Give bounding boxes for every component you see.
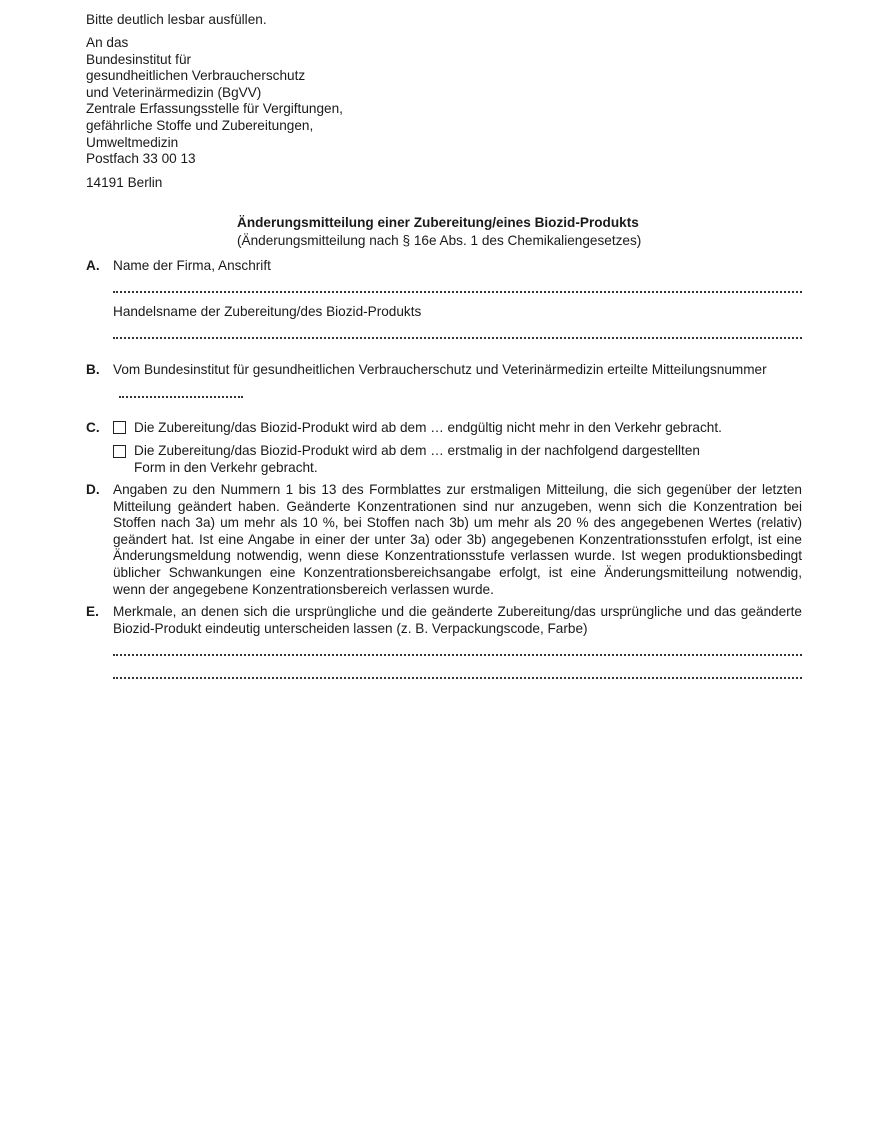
modified-form-label-line2: Form in den Verkehr gebracht.	[134, 460, 318, 475]
distinguishing-features-field-2[interactable]	[113, 674, 802, 679]
trade-name-label: Handelsname der Zubereitung/des Biozid-Produkts	[113, 304, 422, 319]
recipient-address	[86, 35, 343, 168]
modified-form-label-line1: Die Zubereitung/das Biozid-Produkt wird ab dem … erstmalig in der nachfolgend dargestellten	[134, 443, 700, 458]
form-subtitle: (Änderungsmitteilung nach § 16e Abs. 1 des Chemikaliengesetzes)	[237, 233, 642, 248]
notification-number-field[interactable]	[119, 393, 243, 398]
distinguishing-features-field-1[interactable]	[113, 651, 802, 656]
changes-instruction-text: Angaben zu den Nummern 1 bis 13 des Formblattes zur erstmaligen Mitteilung, die sich gegenüber der letzten Mitteilung geändert haben. Geänderte Konzentrationen sind nur anzugeben, wenn sich die Konzentration bei Stoffen nach 3a) um mehr als 10 %, bei Stoffen nach 3b) um mehr als 20 % des angegebenen Wertes (relativ) geändert hat. Ist eine Angabe in einer der unter 3a) oder 3b) angegebenen Konzentrationsstufen erfolgt, ist eine Änderungsmeldung notwendig, wenn diese Konzentrationsstufe verlassen wurde. Ist wegen produktionsbedingt üblicher Schwankungen eine Konzentrationsbereichsangabe erfolgt, ist eine Änderungsmitteilung notwendig, wenn der angegebene Konzentrationsbereich verlassen wurde.	[113, 482, 802, 597]
section-a-letter: A.	[86, 258, 100, 273]
section-d-letter: D.	[86, 482, 100, 497]
section-b-letter: B.	[86, 362, 100, 377]
section-c-letter: C.	[86, 420, 100, 435]
discontinue-label: Die Zubereitung/das Biozid-Produkt wird ab dem … endgültig nicht mehr in den Verkehr gebracht.	[134, 420, 722, 435]
notification-number-label: Vom Bundesinstitut für gesundheitlichen Verbraucherschutz und Veterinärmedizin erteilte Mitteilungsnummer	[113, 362, 767, 377]
form-title: Änderungsmitteilung einer Zubereitung/eines Biozid-Produkts	[237, 215, 639, 230]
address-line: Zentrale Erfassungsstelle für Vergiftungen,	[86, 101, 343, 117]
address-line: gefährliche Stoffe und Zubereitungen,	[86, 117, 314, 133]
section-e-letter: E.	[86, 604, 99, 619]
firm-name-field[interactable]	[113, 288, 802, 293]
fill-instruction: Bitte deutlich lesbar ausfüllen.	[86, 12, 267, 27]
address-line: Postfach 33 00 13	[86, 151, 196, 167]
firm-name-label: Name der Firma, Anschrift	[113, 258, 271, 273]
address-line: gesundheitlichen Verbraucherschutz	[86, 68, 306, 84]
address-line: und Veterinärmedizin (BgVV)	[86, 84, 262, 100]
address-city: 14191 Berlin	[86, 175, 163, 190]
discontinue-checkbox[interactable]	[113, 421, 126, 434]
distinguishing-features-label: Merkmale, an denen sich die ursprüngliche und die geänderte Zubereitung/das ursprüngliche und das geänderte Biozid-Produkt eindeutig unterscheiden lassen (z. B. Verpackungscode, Farbe)	[113, 604, 802, 636]
trade-name-field[interactable]	[113, 334, 802, 339]
modified-form-checkbox[interactable]	[113, 445, 126, 458]
address-line: Umweltmedizin	[86, 134, 179, 150]
address-line: Bundesinstitut für	[86, 51, 192, 67]
address-line: An das	[86, 35, 129, 50]
